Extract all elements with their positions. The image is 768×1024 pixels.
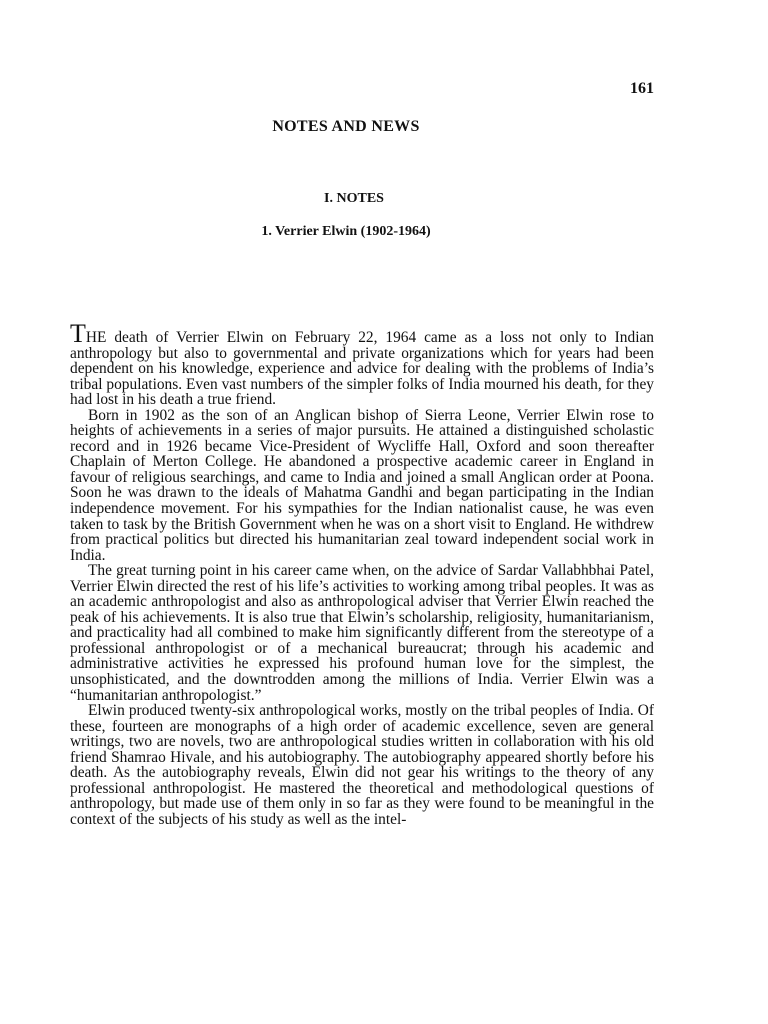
paragraph-1-text: HE death of Verrier Elwin on February 22, 1964 came as a loss not only to Indian anthropology but also to governmental and private organizations which for years had been dependent on his knowledge, experience and advice for dealing with the problems of India’s tribal populations. Even vast numbers of the simpler folks of India mourned his death, for they had lost in his death a true friend.	[70, 329, 654, 409]
drop-cap: T	[70, 319, 86, 348]
section-title: NOTES AND NEWS	[272, 118, 420, 135]
paragraph-1	[70, 319, 654, 409]
paragraph-3: The great turning point in his career came when, on the advice of Sardar Vallabhbhai Patel, Verrier Elwin directed the rest of his life’s activities to working among tribal peoples. It was as an academic anthropologist and also as anthropological adviser that Verrier Elwin reached the peak of his achievements. It is also true that Elwin’s scholarship, religiosity, humanitarianism, and practicality had all combined to make him significantly different from the stereotype of a professional anthropologist or of a mechanical bureaucrat; through his academic and administrative activities he expressed his profound human love for the simplest, the unsophisticated, and the downtrodden among the millions of India. Verrier Elwin was a “humanitarian anthropologist.”	[70, 562, 654, 704]
paragraph-4: Elwin produced twenty-six anthropological works, mostly on the tribal peoples of India. Of these, fourteen are monographs of a high order of academic excellence, seven are general writings, two are novels, two are anthropological studies written in collaboration with his old friend Shamrao Hivale, and his autobiography. The autobiography appeared shortly before his death. As the autobiography reveals, Elwin did not gear his writings to the theory of any professional anthropologist. He mastered the theoretical and methodological questions of anthropology, but made use of them only in so far as they were found to be meaningful in the context of the subjects of his study as well as the intel-	[70, 702, 654, 828]
article-body	[70, 319, 654, 828]
subsection-title: I. NOTES	[324, 191, 384, 206]
paragraph-2: Born in 1902 as the son of an Anglican bishop of Sierra Leone, Verrier Elwin rose to heights of achievements in a series of major pursuits. He attained a distinguished scholastic record and in 1926 became Vice-President of Wycliffe Hall, Oxford and soon thereafter Chaplain of Merton College. He abandoned a prospective academic career in England in favour of religious searchings, and came to India and joined a small Anglican order at Poona. Soon he was drawn to the ideals of Mahatma Gandhi and began participating in the Indian independence movement. For his sympathies for the Indian nationalist cause, he was even taken to task by the British Government when he was on a short visit to England. He withdrew from practical politics but directed his humanitarian zeal toward independent social work in India.	[70, 406, 654, 564]
article-title: 1. Verrier Elwin (1902-1964)	[261, 224, 431, 239]
page-number: 161	[630, 80, 654, 97]
